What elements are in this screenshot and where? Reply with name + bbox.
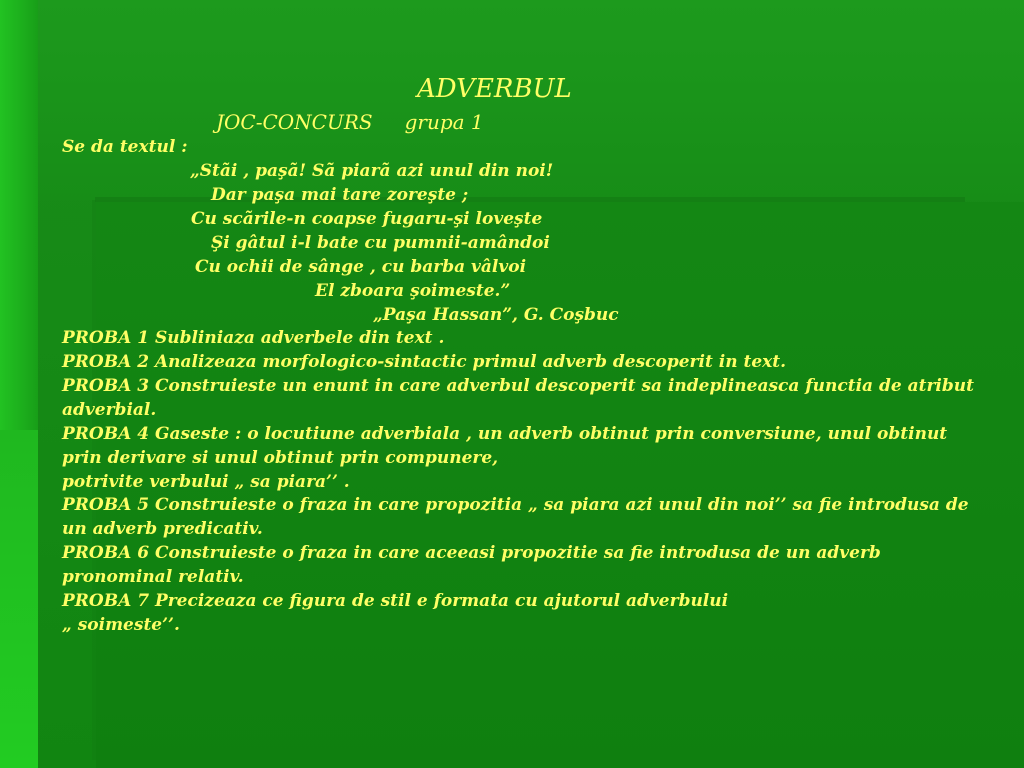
- task-line: PROBA 6 Construieste o fraza in care aceeasi propozitie sa fie introdusa de un adverb: [62, 543, 881, 563]
- task-line: PROBA 5 Construieste o fraza in care propozitia „ sa piara azi unul din noi’’ sa fie introdusa de: [62, 495, 969, 515]
- task-line: adverbial.: [62, 400, 157, 420]
- task-line: „ soimeste’’.: [62, 615, 180, 635]
- task-line: un adverb predicativ.: [62, 519, 263, 539]
- slide-subtitle: [216, 110, 484, 134]
- poem-line: Dar paşa mai tare zoreşte ;: [211, 185, 469, 205]
- poem-line: El zboara şoimeste.”: [315, 281, 511, 301]
- intro-text: Se da textul :: [62, 137, 188, 157]
- task-line: PROBA 3 Construieste un enunt in care adverbul descoperit sa indeplineasca functia de atribut: [62, 376, 974, 396]
- poem-line: Şi gâtul i-l bate cu pumnii-amândoi: [211, 233, 550, 253]
- task-line: PROBA 4 Gaseste : o locutiune adverbiala , un adverb obtinut prin conversiune, unul obtinut: [62, 424, 948, 444]
- slide-title: ADVERBUL: [417, 74, 572, 104]
- subtitle-group: grupa 1: [404, 110, 484, 134]
- poem-line: Cu ochii de sânge , cu barba vâlvoi: [195, 257, 527, 277]
- subtitle-contest: JOC-CONCURS: [216, 110, 373, 134]
- task-line: prin derivare si unul obtinut prin compunere,: [62, 448, 499, 468]
- poem-line: „Stãi , paşã! Sã piarã azi unul din noi!: [190, 161, 554, 181]
- poem-line: Cu scãrile-n coapse fugaru-şi loveşte: [191, 209, 543, 229]
- poem-citation: „Paşa Hassan”, G. Coşbuc: [373, 305, 619, 325]
- task-line: PROBA 7 Precizeaza ce figura de stil e formata cu ajutorul adverbului: [62, 591, 729, 611]
- task-line: potrivite verbului „ sa piara’’ .: [62, 472, 350, 492]
- task-line: PROBA 2 Analizeaza morfologico-sintactic primul adverb descoperit in text.: [62, 352, 787, 372]
- task-line: PROBA 1 Subliniaza adverbele din text .: [62, 328, 445, 348]
- task-line: pronominal relativ.: [62, 567, 244, 587]
